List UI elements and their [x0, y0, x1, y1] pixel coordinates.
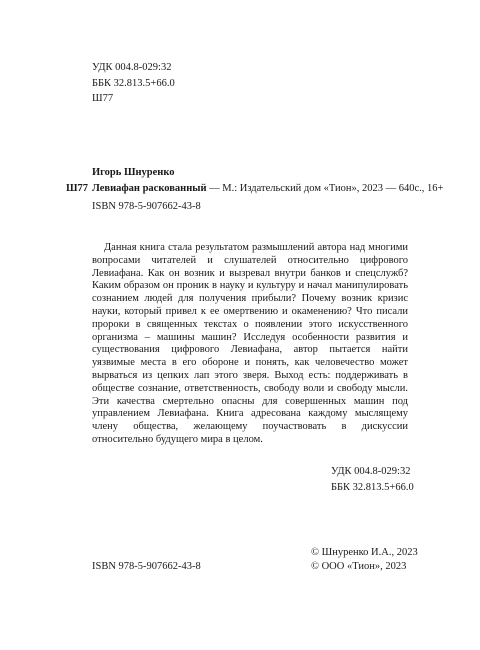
isbn-top: ISBN 978-5-907662-43-8 — [92, 201, 201, 212]
udk-code-bottom: УДК 004.8-029:32 — [331, 466, 411, 477]
copyright-publisher: © ООО «Тион», 2023 — [311, 561, 407, 572]
isbn-bottom: ISBN 978-5-907662-43-8 — [92, 561, 201, 572]
catalog-author-mark: Ш77 — [66, 183, 89, 194]
copyright-author: © Шнуренко И.А., 2023 — [311, 547, 418, 558]
bbk-code: ББК 32.813.5+66.0 — [92, 77, 175, 89]
udk-code: УДК 004.8-029:32 — [92, 62, 172, 73]
classification-block-bottom — [331, 464, 414, 495]
copyright-block — [311, 546, 418, 574]
book-title: Левиафан раскованный — [92, 183, 207, 194]
bibliographic-entry — [92, 183, 443, 194]
publication-info: — М.: Издательский дом «Тион», 2023 — 640с., 16+ — [206, 183, 444, 194]
abstract-paragraph: Данная книга стала результатом размышлений автора над многими вопросами читателей и слушателей относительно цифрового Левиафана. Как он возник и вызревал внутри банков и спецслужб? Каким образом он проник в науку и культуру и начал манипулировать сознанием людей для получения прибыли? Почему возник кризис науки, который привел к ее омертвению и окаменению? Что писали пророки в священных текстах о появлении этого искусственного организма – машины машин? Исследуя особенности развития и существования цифрового Левиафана, автор пытается найти уязвимые места в его обороне и понять, как человечество может вырваться из цепких лап этого зверя. Выход есть: поддерживать в обществе сознание, ответственность, свободу воли и свободу мысли. Эти качества смертельно опасны для совершенных машин под управлением Левиафана. Книга адресована каждому мыслящему члену общества, желающему поучаствовать в дискуссии относительно будущего мира в целом. — [92, 242, 408, 445]
bbk-code-bottom: ББК 32.813.5+66.0 — [331, 481, 414, 493]
classification-block-top — [92, 60, 175, 107]
author-name: Игорь Шнуренко — [92, 167, 175, 178]
author-mark: Ш77 — [92, 93, 114, 104]
